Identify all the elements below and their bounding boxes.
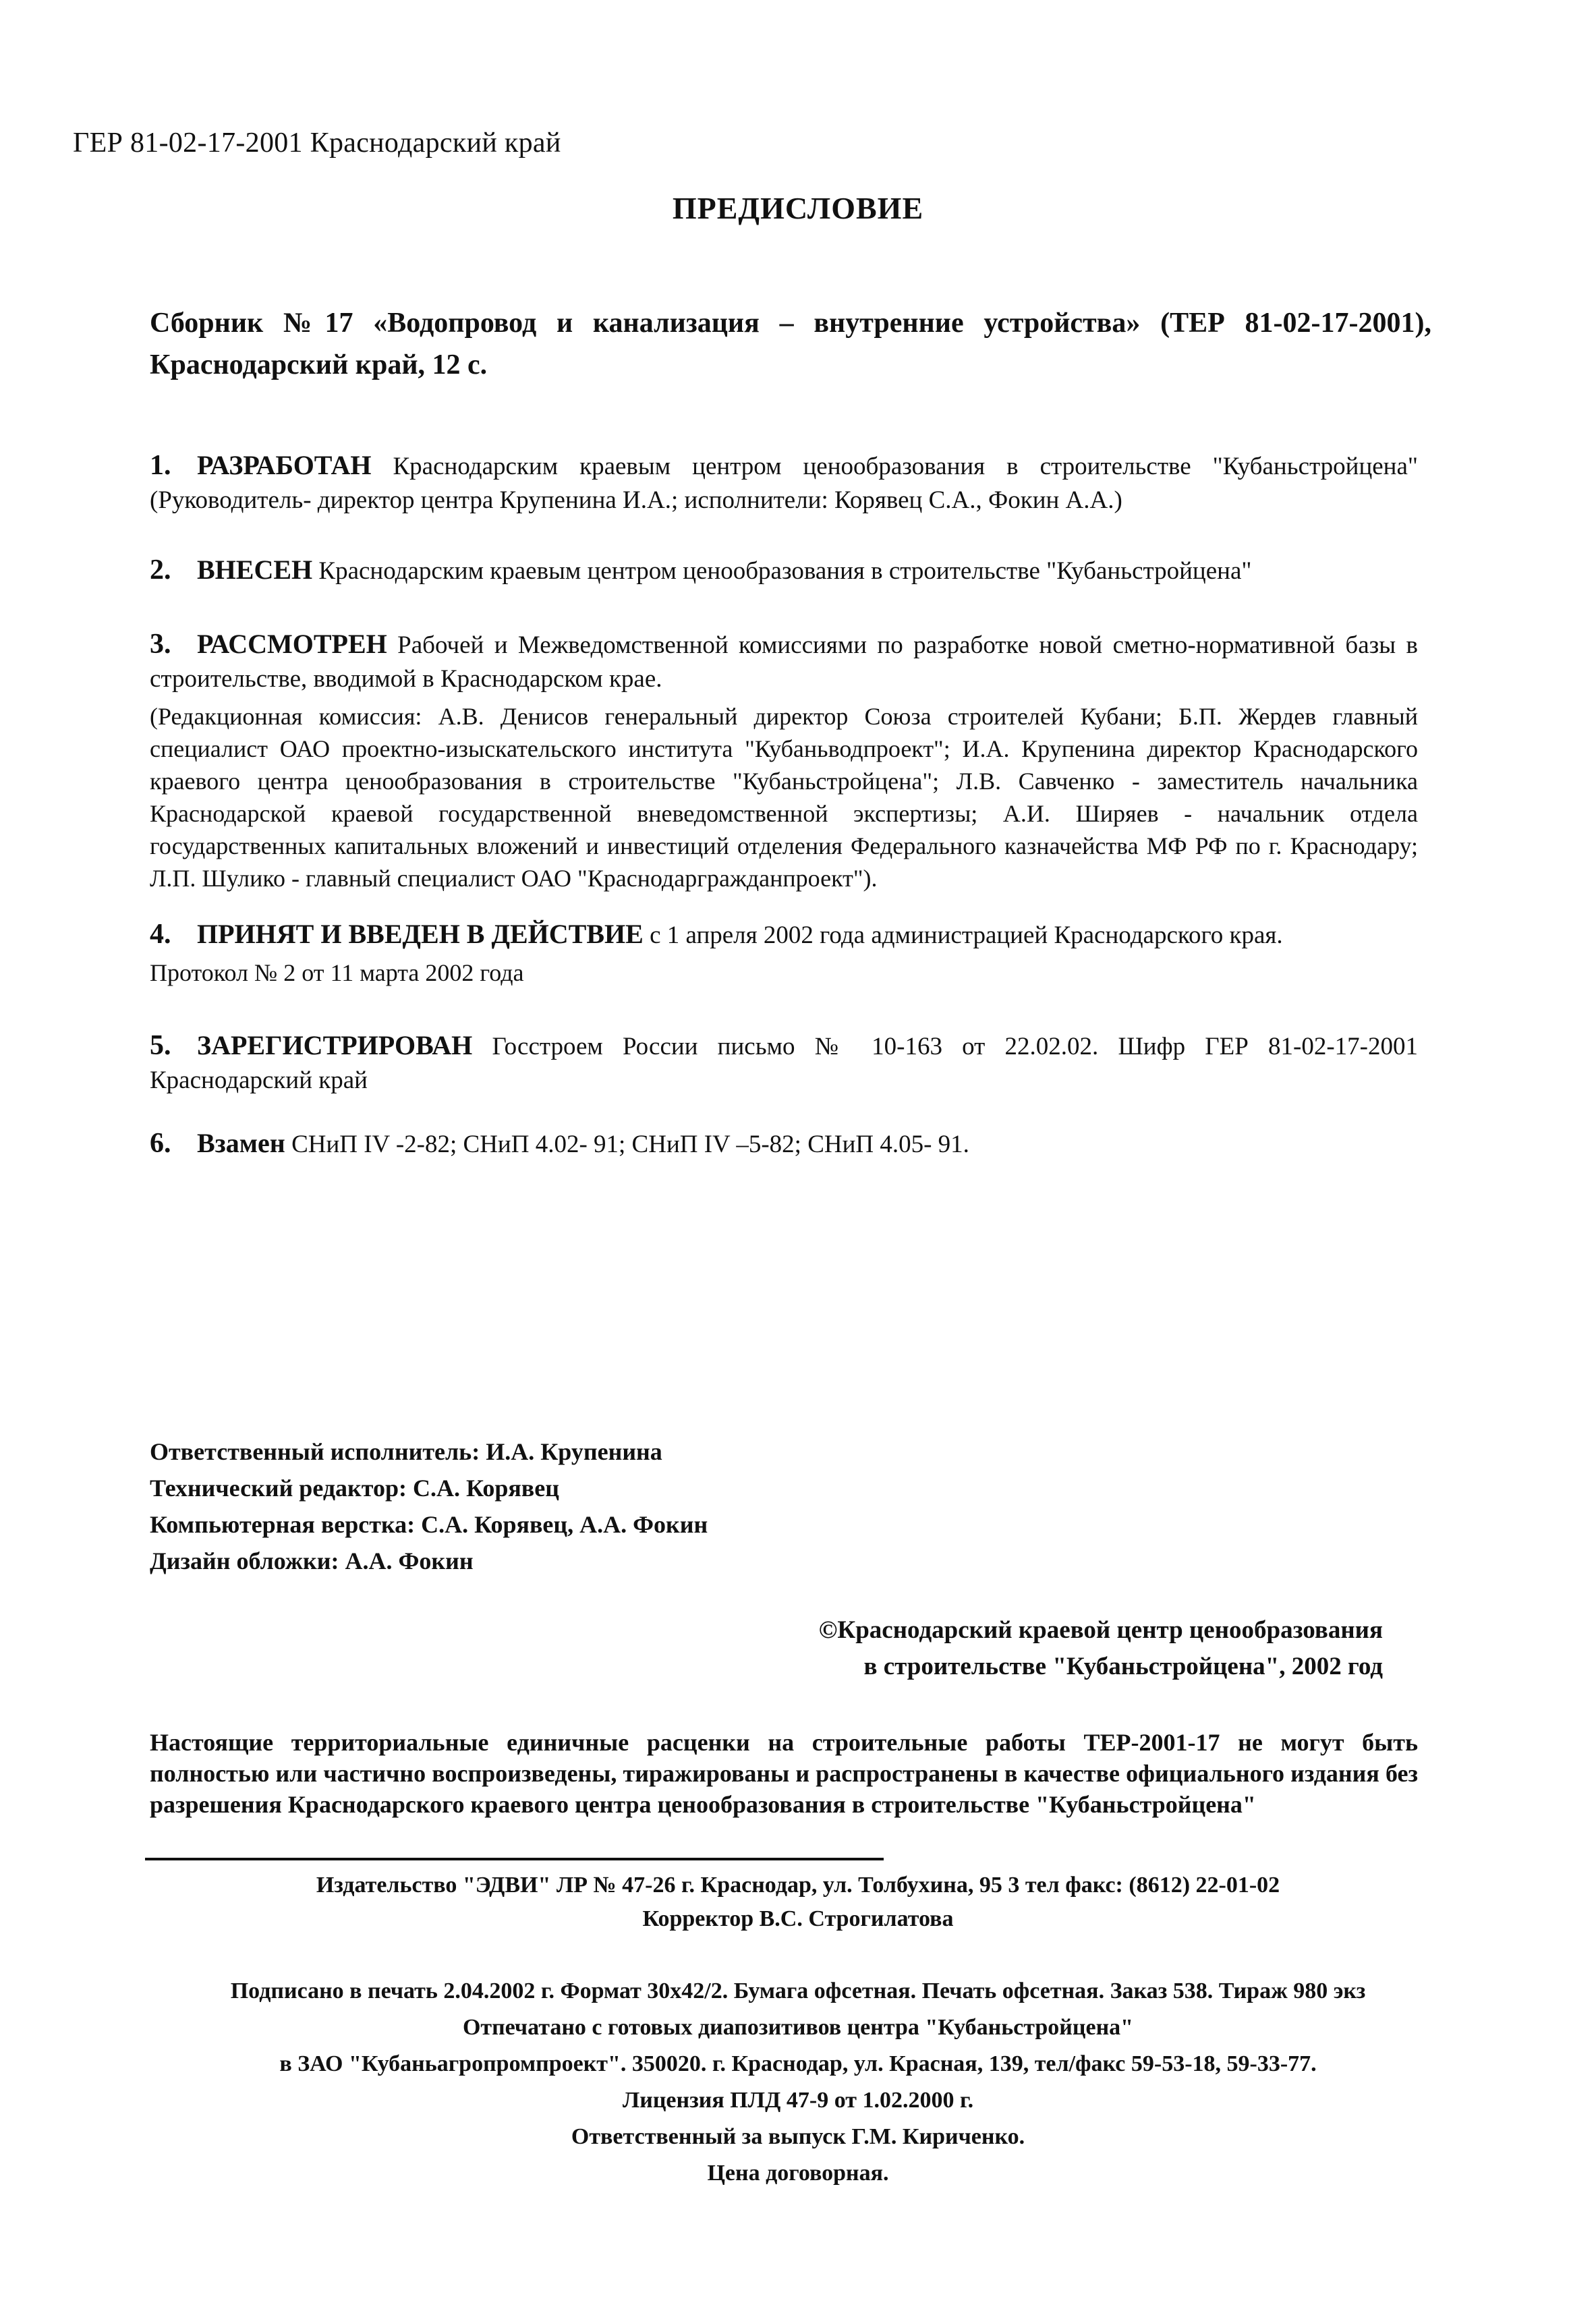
section-keyword: Взамен [197,1128,285,1158]
page-title: ПРЕДИСЛОВИЕ [672,191,924,225]
divider [145,1858,884,1860]
section-submitted [150,553,1418,588]
section-text: Краснодарским краевым центром ценообразования в строительстве "Кубаньстройцена" (Руководитель- директор центра Крупенина И.А.; исполнители: Корявец С.А., Фокин А.А.) [150,453,1418,514]
print-info-line: в ЗАО "Кубаньагропромпроект". 350020. г. Краснодар, ул. Красная, 139, тел/факс 59-53-18, 59-33-77. [279,2051,1317,2076]
credit-line: Технический редактор: С.А. Корявец [150,1475,559,1502]
section-keyword: РАССМОТРЕН [197,629,387,659]
copyright-line: ©Краснодарский краевой центр ценообразования [818,1616,1383,1644]
credit-line: Дизайн обложки: А.А. Фокин [150,1547,474,1574]
section-number: 2. [150,554,171,586]
credit-line: Компьютерная верстка: С.А. Корявец, А.А. Фокин [150,1511,708,1538]
section-number: 4. [150,919,171,950]
section-number: 5. [150,1030,171,1061]
credits-block [150,1433,959,1579]
section-reviewed [150,627,1418,894]
print-info-line: Лицензия ПЛД 47-9 от 1.02.2000 г. [622,2088,974,2113]
copyright-block [796,1612,1383,1685]
protocol-note: Протокол № 2 от 11 марта 2002 года [150,959,524,986]
section-keyword: ВНЕСЕН [197,554,313,585]
document-code-header: ГЕР 81-02-17-2001 Краснодарский край [73,127,561,159]
copyright-line: в строительстве "Кубаньстройцена", 2002 год [863,1653,1383,1680]
corrector-line: Корректор В.С. Строгилатова [642,1906,954,1931]
section-keyword: РАЗРАБОТАН [197,450,372,480]
section-text: СНиП IV -2-82; СНиП 4.02- 91; СНиП IV –5-82; СНиП 4.05- 91. [285,1131,969,1158]
print-info-line: Подписано в печать 2.04.2002 г. Формат 30х42/2. Бумага офсетная. Печать офсетная. Заказ 538. Тираж 980 экз [230,1978,1366,2003]
section-replaces [150,1127,1418,1162]
print-info-line: Цена договорная. [707,2161,889,2186]
section-text: с 1 апреля 2002 года администрацией Краснодарского края. [643,921,1283,949]
section-adopted [150,917,1418,989]
publisher-imprint [0,1869,1596,1936]
section-number: 6. [150,1128,171,1159]
section-text: Рабочей и Межведомственной комиссиями по разработке новой сметно-нормативной базы в строительстве, вводимой в Краснодарском крае. [150,631,1418,693]
print-info-block [0,1973,1596,2192]
publisher-line: Издательство "ЭДВИ" ЛР № 47-26 г. Краснодар, ул. Толбухина, 95 3 тел факс: (8612) 22-01-02 [316,1873,1280,1898]
collection-title: Сборник №17 «Водопровод и канализация – внутренние устройства» (ТЕР 81-02-17-2001), Краснодарский край, 12 с. [150,308,1431,380]
section-keyword: ПРИНЯТ И ВВЕДЕН В ДЕЙСТВИЕ [197,919,644,949]
section-developed [150,449,1418,517]
section-keyword: ЗАРЕГИСТРИРОВАН [197,1030,473,1060]
print-info-line: Ответственный за выпуск Г.М. Кириченко. [571,2124,1025,2149]
print-info-line: Отпечатано с готовых диапозитивов центра "Кубаньстройцена" [462,2015,1134,2040]
section-text: Краснодарским краевым центром ценообразования в строительстве "Кубаньстройцена" [312,557,1252,585]
section-number: 1. [150,450,171,481]
section-registered [150,1029,1418,1098]
section-number: 3. [150,629,171,660]
editorial-commission: (Редакционная комиссия: А.В. Денисов генеральный директор Союза строителей Кубани; Б.П. Жердев главный специалист ОАО проектно-изыскательского института "Кубаньводпроект"; И.А. Крупенина директор Краснодарского краевого центра ценообразования в строительстве "Кубаньстройцена"; Л.В. Савченко - заместитель начальника Краснодарской краевой государственной вневедомственной экспертизы; А.И. Ширяев - начальник отдела государственных капитальных вложений и инвестиций отделения Федерального казначейства МФ РФ по г. Краснодару; Л.П. Шулико - главный специалист ОАО "Краснодаргражданпроект"). [150,703,1418,892]
reproduction-notice: Настоящие территориальные единичные расценки на строительные работы ТЕР-2001-17 не могут быть полностью или частично воспроизведены, тиражированы и распространены в качестве официального издания без разрешения Краснодарского краевого центра ценообразования в строительстве "Кубаньстройцена" [150,1729,1418,1818]
section-text: Госстроем России письмо № 10-163 от 22.02.02. Шифр ГЕР 81-02-17-2001 Краснодарский край [150,1033,1418,1094]
credit-line: Ответственный исполнитель: И.А. Крупенина [150,1438,662,1465]
